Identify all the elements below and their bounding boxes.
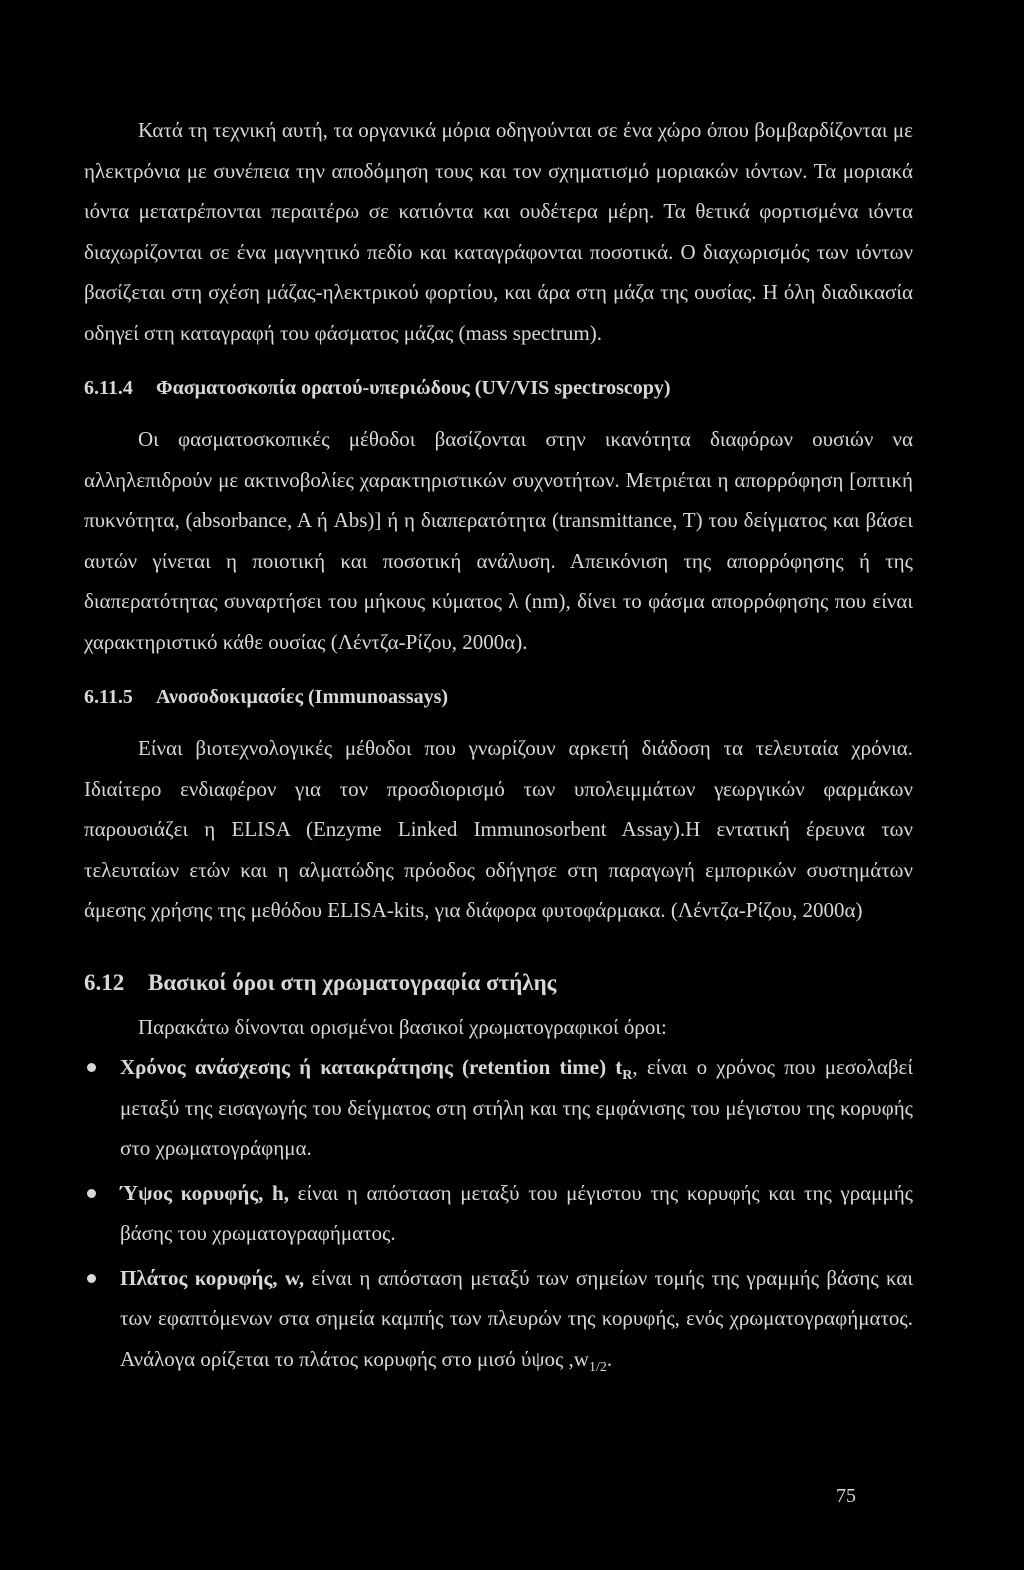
section-title: Ανοσοδοκιμασίες (Immunoassays) <box>156 686 449 708</box>
term-label: Πλάτος κορυφής, w, <box>120 1265 305 1290</box>
term-label: Χρόνος ανάσχεσης ή κατακράτησης (retention time) t <box>120 1055 623 1079</box>
section-heading-chromatography-terms <box>84 963 913 1003</box>
section-number: 6.12 <box>84 969 125 995</box>
list-item <box>84 1258 913 1380</box>
term-subscript: R <box>622 1068 633 1084</box>
term-subscript: 1/2 <box>588 1359 607 1375</box>
list-item <box>84 1047 913 1169</box>
section-heading-immunoassays <box>84 677 913 717</box>
paragraph-uv-vis: Οι φασματοσκοπικές μέθοδοι βασίζονται στην ικανότητα διαφόρων ουσιών να αλληλεπιδρούν με ακτινοβολίες χαρακτηριστικών συχνοτήτων. Μετριέται η απορρόφηση [οπτική πυκνότητα, (absorbance, A ή Abs)] ή η διαπερατότητα (transmittance, T) του δείγματος και βάσει αυτών γίνεται η ποιοτική και ποσοτική ανάλυση. Απεικόνιση της απορρόφησης ή της διαπερατότητας συναρτήσει του μήκους κύματος λ (nm), δίνει το φάσμα απορρόφησης που είναι χαρακτηριστικό κάθε ουσίας (Λέντζα-Ρίζου, 2000α). <box>84 427 913 654</box>
term-definition: είναι η απόσταση μεταξύ των σημείων τομής της γραμμής βάσης και των εφαπτόμενων στα σημεία καμπής των πλευρών της κορυφής, ενός χρωματογραφήματος. Ανάλογα ορίζεται το πλάτος κορυφής στο μισό ύψος ,w <box>120 1265 914 1371</box>
term-definition: είναι η απόσταση μεταξύ του μέγιστου της κορυφής και της γραμμής βάσης του χρωματογραφήματος. <box>120 1180 914 1245</box>
section-number: 6.11.4 <box>84 377 133 399</box>
paragraph-terms-intro: Παρακάτω δίνονται ορισμένοι βασικοί χρωματογραφικοί όροι: <box>138 1014 667 1039</box>
list-item <box>84 1173 913 1254</box>
paragraph-mass-spectrometry: Κατά τη τεχνική αυτή, τα οργανικά μόρια οδηγούνται σε ένα χώρο όπου βομβαρδίζονται με ηλεκτρόνια με συνέπεια την αποδόμηση τους και τον σχηματισμό μοριακών ιόντων. Τα μοριακά ιόντα μετατρέπονται περαιτέρω σε κατιόντα και ουδέτερα μέρη. Τα θετικά φορτισμένα ιόντα διαχωρίζονται σε ένα μαγνητικό πεδίο και καταγράφονται ποσοτικά. Ο διαχωρισμός των ιόντων βασίζεται στη σχέση μάζας-ηλεκτρικού φορτίου, και άρα στη μάζα της ουσίας. Η όλη διαδικασία οδηγεί στη καταγραφή του φάσματος μάζας (mass spectrum). <box>84 118 913 345</box>
section-title: Φασματοσκοπία ορατού-υπεριώδους (UV/VIS spectroscopy) <box>156 377 671 399</box>
section-title: Βασικοί όροι στη χρωματογραφία στήλης <box>148 969 557 995</box>
term-definition-end: . <box>606 1346 613 1371</box>
page-number: 75 <box>836 1485 856 1507</box>
paragraph-immunoassays: Είναι βιοτεχνολογικές μέθοδοι που γνωρίζουν αρκετή διάδοση τα τελευταία χρόνια. Ιδιαίτερο ενδιαφέρον για τον προσδιορισμό των υπολειμμάτων γεωργικών φαρμάκων παρουσιάζει η ELISA (Enzyme Linked Immunosorbent Assay).Η εντατική έρευνα των τελευταίων ετών και η αλματώδης πρόοδος οδήγησε στη παραγωγή εμπορικών συστημάτων άμεσης χρήσης της μεθόδου ELISA-kits, για διάφορα φυτοφάρμακα. (Λέντζα-Ρίζου, 2000α) <box>84 736 913 922</box>
section-heading-uv-vis <box>84 368 913 408</box>
section-number: 6.11.5 <box>84 686 133 708</box>
term-label: Ύψος κορυφής, h, <box>120 1180 289 1205</box>
document-page <box>84 110 913 1383</box>
term-definition: , είναι ο χρόνος που μεσολαβεί μεταξύ της εισαγωγής του δείγματος στη στήλη και της εμφάνισης του μέγιστου της κορυφής στο χρωματογράφημα. <box>120 1055 913 1160</box>
terms-list <box>84 1047 913 1379</box>
